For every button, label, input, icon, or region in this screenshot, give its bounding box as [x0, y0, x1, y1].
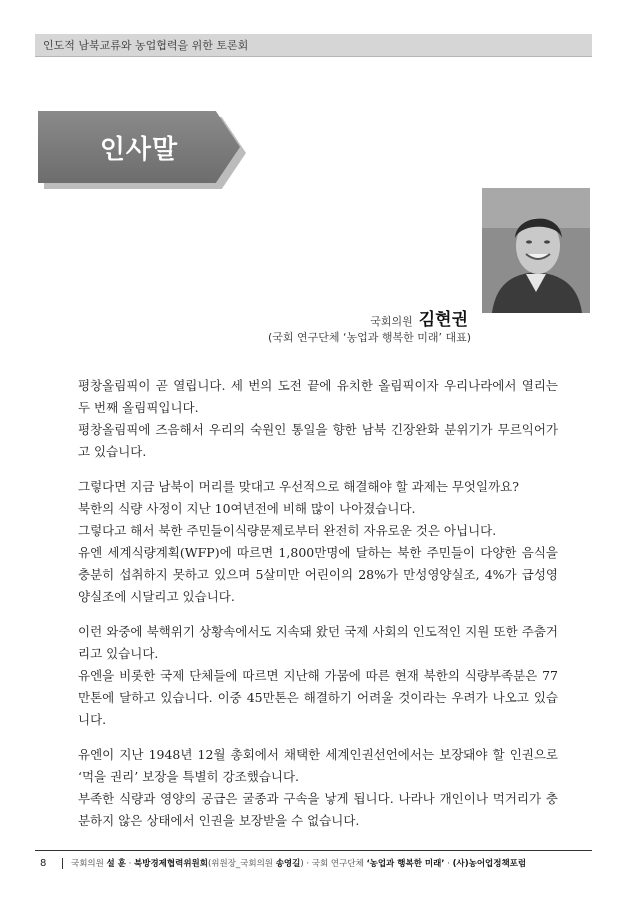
footer-separator: · 국회 연구단체 — [303, 859, 367, 869]
footer-committee-note: (위원장_국회의원 — [207, 859, 276, 869]
paragraph: 그렇다면 지금 남북이 머리를 맞대고 우선적으로 해결해야 할 과제는 무엇일까요? 북한의 식량 사정이 지난 10여년전에 비해 많이 나아졌습니다. 그렇다고 해서 북한 주민들이식량문제로부터 완전히 자유로운 것은 아닙니다. 유엔 세계식량계획(WFP)에 따르면 1,800만명에 달하는 북한 주민들이 다양한 음식을 충분히 섭취하지 못하고 있으며 5살미만 어린이의 28%가 만성영양실조, 4%가 급성영양실조에 시달리고 있습니다. — [78, 479, 558, 604]
speaker-photo — [482, 188, 590, 313]
section-title-tab — [38, 111, 240, 183]
header-title: 인도적 남북교류와 농업협력을 위한 토론회 — [43, 39, 249, 52]
footer-prefix: 국회의원 — [71, 859, 107, 869]
footer-group: ‘농업과 행복한 미래’ — [366, 859, 445, 869]
footer-committee-note-end: ) — [300, 859, 304, 869]
paragraph: 유엔이 지난 1948년 12월 총회에서 채택한 세계인권선언에서는 보장돼야 할 인권으로 ‘먹을 권리’ 보장을 특별히 강조했습니다. 부족한 식량과 영양의 공급은 굴종과 구속을 낳게 됩니다. 나라나 개인이나 먹거리가 충분하지 않은 상태에서 인권을 보장받을 수 없습니다. — [78, 747, 558, 828]
footer — [40, 857, 600, 873]
section-title: 인사말 — [99, 134, 179, 165]
paragraph: 이런 와중에 북핵위기 상황속에서도 지속돼 왔던 국제 사회의 인도적인 지원 또한 주춤거리고 있습니다. 유엔을 비롯한 국제 단체들에 따르면 지난해 가뭄에 따른 현재 북한의 식량부족분은 77만톤에 달하고 있습니다. 이중 45만톤은 해결하기 어려울 것이라는 우려가 나오고 있습니다. — [78, 624, 558, 727]
paragraph: 평창올림픽이 곧 열립니다. 세 번의 도전 끝에 유치한 올림픽이자 우리나라에서 열리는 두 번째 올림픽입니다. 평창올림픽에 즈음해서 우리의 숙원인 통일을 향한 남북 긴장완화 분위기가 무르익어가고 있습니다. — [78, 378, 558, 459]
footer-separator: · — [125, 859, 135, 869]
footer-separator: · — [444, 859, 453, 869]
footer-divider — [35, 850, 592, 851]
speaker-name: 김현권 — [418, 310, 468, 330]
greeting-body — [78, 375, 558, 845]
speaker-role: 국회의원 — [370, 315, 413, 328]
footer-committee: 북방경제협력위원회 — [134, 859, 208, 869]
footer-person-2: 송영길 — [275, 859, 301, 869]
portrait-image — [482, 188, 590, 313]
speaker-affiliation: (국회 연구단체 ‘농업과 행복한 미래’ 대표) — [268, 331, 472, 344]
footer-person-1: 설 훈 — [106, 859, 126, 869]
speaker-line — [370, 305, 468, 330]
header-bar — [35, 34, 592, 57]
page-number: 8 — [40, 858, 63, 869]
footer-forum: (사)농어업정책포럼 — [452, 859, 527, 869]
